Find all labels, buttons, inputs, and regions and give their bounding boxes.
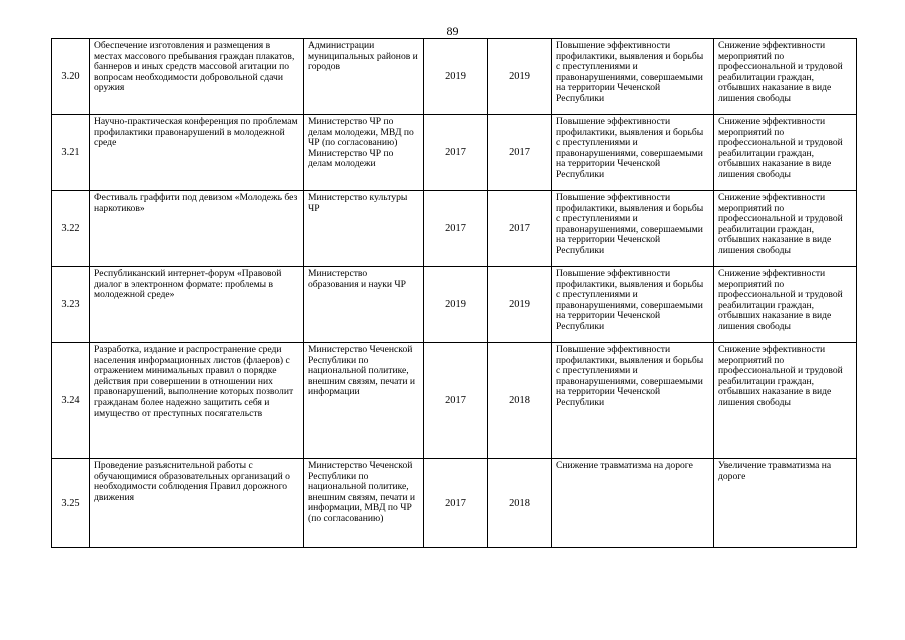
consequence-cell: Снижение эффективности мероприятий по профессиональной и трудовой реабилитации граждан, отбывших наказание в виде лишения свободы (714, 39, 857, 115)
start-year-cell: 2017 (424, 191, 488, 267)
executor-cell: Министерство ЧР по делам молодежи, МВД по ЧР (по согласованию) Министерство ЧР по делам молодежи (304, 115, 424, 191)
measures-table (51, 38, 857, 548)
start-year-cell: 2017 (424, 115, 488, 191)
consequence-cell: Снижение эффективности мероприятий по профессиональной и трудовой реабилитации граждан, отбывших наказание в виде лишения свободы (714, 343, 857, 459)
table-row (52, 459, 857, 548)
executor-cell: Министерство образования и науки ЧР (304, 267, 424, 343)
start-year-cell: 2019 (424, 39, 488, 115)
result-cell: Повышение эффективности профилактики, выявления и борьбы с преступлениями и правонарушениями, совершаемыми на территории Чеченской Республики (552, 343, 714, 459)
end-year-cell: 2018 (488, 343, 552, 459)
result-cell: Снижение травматизма на дороге (552, 459, 714, 548)
result-cell: Повышение эффективности профилактики, выявления и борьбы с преступлениями и правонарушениями, совершаемыми на территории Чеченской Республики (552, 191, 714, 267)
page-number: 89 (446, 24, 459, 38)
executor-cell: Администрации муниципальных районов и городов (304, 39, 424, 115)
start-year-cell: 2019 (424, 267, 488, 343)
table-row (52, 115, 857, 191)
start-year-cell: 2017 (424, 343, 488, 459)
consequence-cell: Снижение эффективности мероприятий по профессиональной и трудовой реабилитации граждан, отбывших наказание в виде лишения свободы (714, 267, 857, 343)
activity-cell: Разработка, издание и распространение среди населения информационных листов (флаеров) с отражением минимальных правил о порядке действия при совершении в отношении них правонарушений, выполнение которых позволит гражданам более надежно защитить себя и имущество от преступных посягательств (90, 343, 304, 459)
row-number: 3.20 (52, 39, 90, 115)
row-number: 3.22 (52, 191, 90, 267)
result-cell: Повышение эффективности профилактики, выявления и борьбы с преступлениями и правонарушениями, совершаемыми на территории Чеченской Республики (552, 115, 714, 191)
consequence-cell: Увеличение травматизма на дороге (714, 459, 857, 548)
activity-cell: Республиканский интернет-форум «Правовой диалог в электронном формате: проблемы в молодежной среде» (90, 267, 304, 343)
executor-cell: Министерство культуры ЧР (304, 191, 424, 267)
activity-cell: Обеспечение изготовления и размещения в местах массового пребывания граждан плакатов, баннеров и иных средств массовой агитации по вопросам необходимости добровольной сдачи оружия (90, 39, 304, 115)
result-cell: Повышение эффективности профилактики, выявления и борьбы с преступлениями и правонарушениями, совершаемыми на территории Чеченской Республики (552, 39, 714, 115)
row-number: 3.25 (52, 459, 90, 548)
consequence-cell: Снижение эффективности мероприятий по профессиональной и трудовой реабилитации граждан, отбывших наказание в виде лишения свободы (714, 191, 857, 267)
executor-cell: Министерство Чеченской Республики по национальной политике, внешним связям, печати и информации, МВД по ЧР (по согласованию) (304, 459, 424, 548)
row-number: 3.23 (52, 267, 90, 343)
row-number: 3.24 (52, 343, 90, 459)
end-year-cell: 2019 (488, 267, 552, 343)
activity-cell: Фестиваль граффити под девизом «Молодежь без наркотиков» (90, 191, 304, 267)
end-year-cell: 2019 (488, 39, 552, 115)
executor-cell: Министерство Чеченской Республики по национальной политике, внешним связям, печати и информации (304, 343, 424, 459)
table-row (52, 343, 857, 459)
result-cell: Повышение эффективности профилактики, выявления и борьбы с преступлениями и правонарушениями, совершаемыми на территории Чеченской Республики (552, 267, 714, 343)
end-year-cell: 2018 (488, 459, 552, 548)
table-row (52, 39, 857, 115)
activity-cell: Проведение разъяснительной работы с обучающимися образовательных организаций о необходимости соблюдения Правил дорожного движения (90, 459, 304, 548)
consequence-cell: Снижение эффективности мероприятий по профессиональной и трудовой реабилитации граждан, отбывших наказание в виде лишения свободы (714, 115, 857, 191)
table-row (52, 267, 857, 343)
row-number: 3.21 (52, 115, 90, 191)
start-year-cell: 2017 (424, 459, 488, 548)
activity-cell: Научно-практическая конференция по проблемам профилактики правонарушений в молодежной среде (90, 115, 304, 191)
end-year-cell: 2017 (488, 115, 552, 191)
table-row (52, 191, 857, 267)
end-year-cell: 2017 (488, 191, 552, 267)
